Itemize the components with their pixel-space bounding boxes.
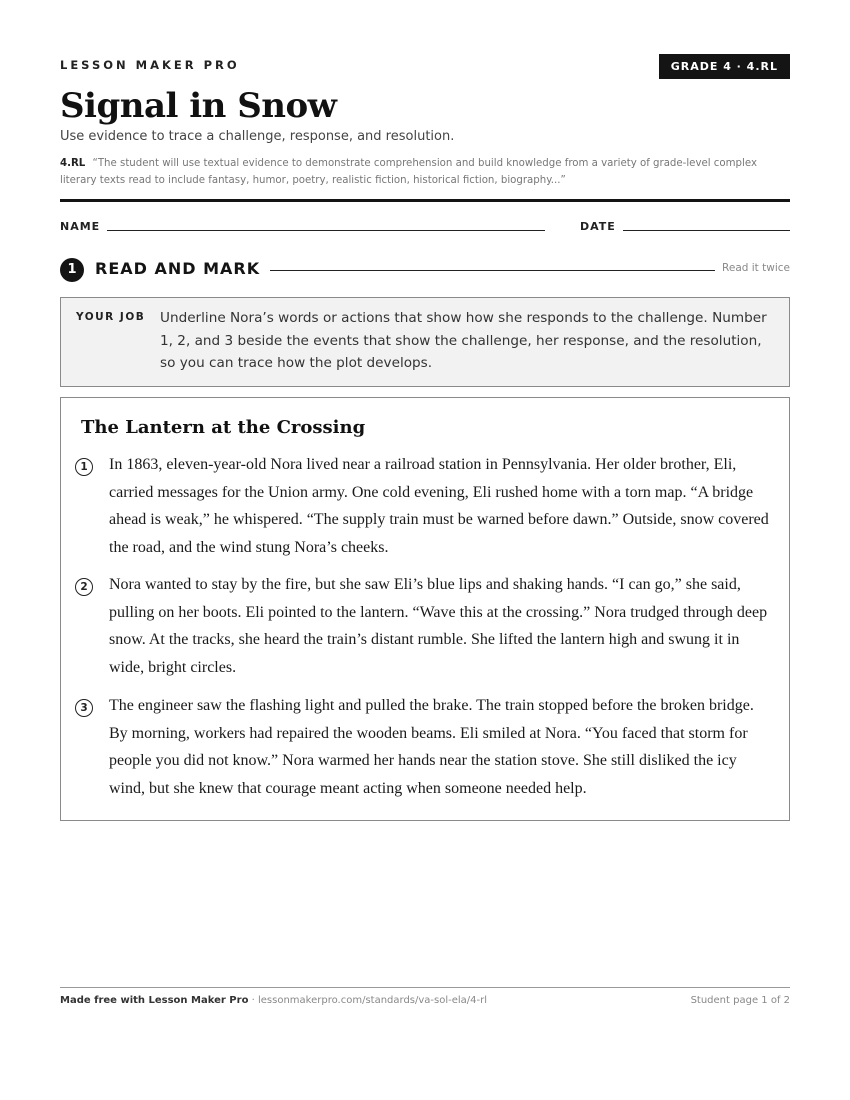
section-title: READ AND MARK [95,259,261,278]
standard-code: 4.RL [60,158,86,169]
footer-credit [60,995,487,1006]
your-job-box [60,297,790,387]
date-label: DATE [580,220,616,233]
page-indicator: Student page 1 of 2 [690,995,790,1006]
passage-title: The Lantern at the Crossing [81,417,366,438]
grade-badge: GRADE 4 · 4.RL [659,54,790,79]
footer-made-with: Made free with Lesson Maker Pro [60,995,249,1006]
name-label: NAME [60,220,101,233]
section-note: Read it twice [722,262,790,274]
header-divider [60,199,790,202]
footer-url-link[interactable]: lessonmakerpro.com/standards/va-sol-ela/4-rl [257,995,488,1006]
date-field[interactable] [623,230,790,231]
your-job-label: YOUR JOB [76,311,146,323]
paragraph-number-badge: 2 [75,578,93,596]
your-job-instructions: Underline Nora’s words or actions that show how she responds to the challenge. Number 1, 2, and 3 beside the events that show the challenge, her response, and the resolution, so you can trace how the plot develops. [160,310,767,371]
worksheet-page [60,0,790,1100]
brand-name: LESSON MAKER PRO [60,58,240,72]
paragraph-number-badge: 3 [75,699,93,717]
paragraph-text[interactable]: The engineer saw the flashing light and pulled the brake. The train stopped before the broken bridge. By morning, workers had repaired the wooden beams. Eli smiled at Nora. “You faced that storm for people you did not know.” Nora warmed her hands near the station stove. She still disliked the icy wind, but she knew that courage meant acting when someone needed help. [109,697,754,797]
paragraph-text[interactable]: In 1863, eleven-year-old Nora lived near a railroad station in Pennsylvania. Her older brother, Eli, carried messages for the Union army. One cold evening, Eli rushed home with a torn map. “A bridge ahead is weak,” he whispered. “The supply train must be warned before dawn.” Outside, snow covered the road, and the wind stung Nora’s cheeks. [109,456,769,556]
section-number-badge: 1 [60,258,84,282]
footer-divider [60,987,790,988]
name-field[interactable] [107,230,545,231]
section-divider [270,270,715,271]
page-title: Signal in Snow [60,86,337,126]
paragraph-text[interactable]: Nora wanted to stay by the fire, but she saw Eli’s blue lips and shaking hands. “I can go,” she said, pulling on her boots. Eli pointed to the lantern. “Wave this at the crossing.” Nora trudged through deep snow. At the tracks, she heard the train’s distant rumble. She lifted the lantern high and swung it in wide, bright circles. [109,576,768,676]
page-subtitle: Use evidence to trace a challenge, response, and resolution. [60,129,455,144]
footer-separator: · [248,995,258,1006]
reading-passage-box [60,397,790,821]
paragraph-number-badge: 1 [75,458,93,476]
standard-description [60,155,790,189]
standard-text: “The student will use textual evidence to demonstrate comprehension and build knowledge from a variety of grade-level complex literary texts read to include fantasy, humor, poetry, realistic fiction, historical fiction, biography...” [60,158,757,186]
